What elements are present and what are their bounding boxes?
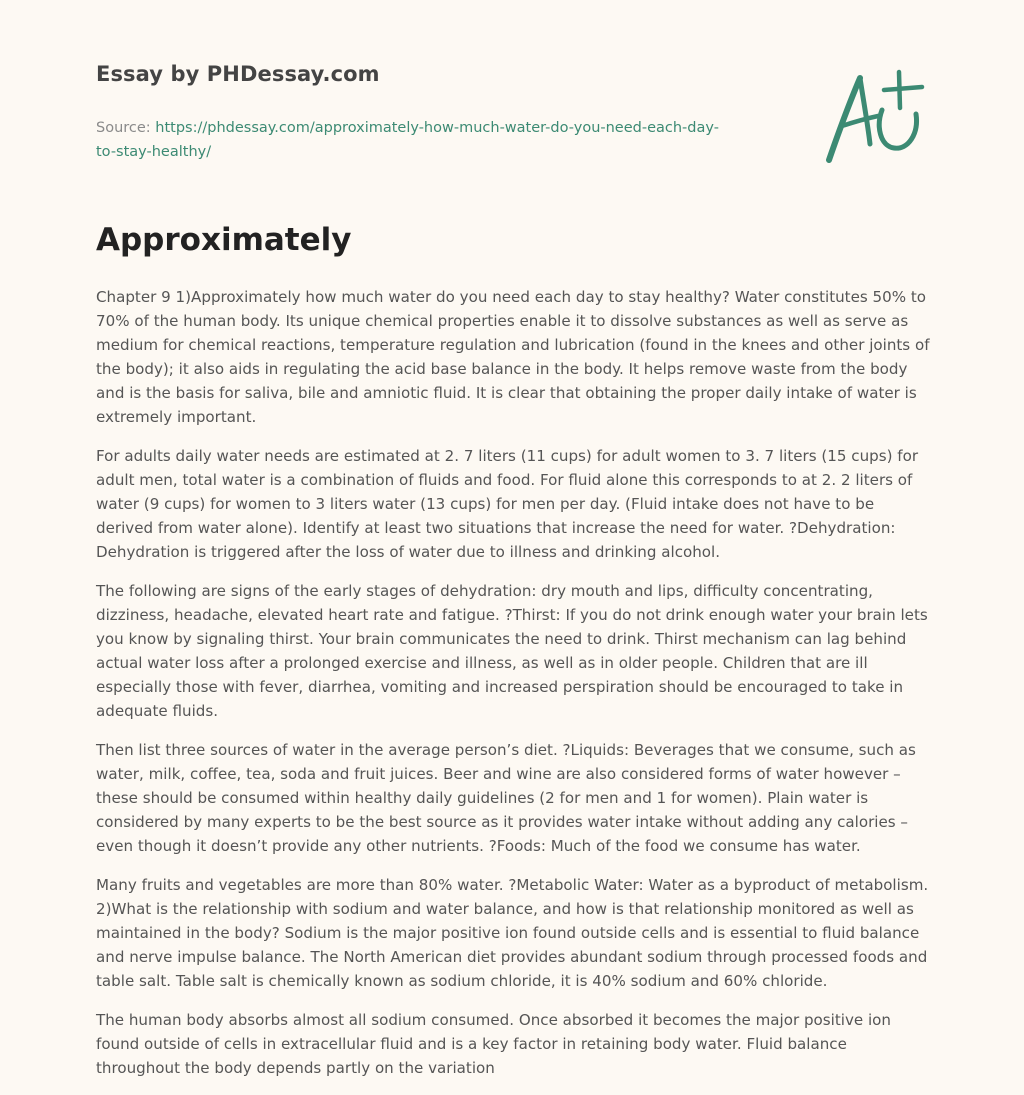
source-url-line2: to-stay-healthy/ <box>96 144 212 160</box>
source-line <box>96 116 776 164</box>
source-label: Source: <box>96 120 156 136</box>
essay-body <box>96 285 934 1095</box>
paragraph: Many fruits and vegetables are more than 80% water. ?Metabolic Water: Water as a byproduct of metabolism. 2)What is the relationship with sodium and water balance, and how is that relationship monitored as well as maintained in the body? Sodium is the major positive ion found outside cells and is essential to fluid balance and nerve impulse balance. The North American diet provides abundant sodium through processed foods and table salt. Table salt is chemically known as sodium chloride, it is 40% sodium and 60% chloride. <box>96 876 929 990</box>
paragraph: Chapter 9 1)Approximately how much water do you need each day to stay healthy? Water constitutes 50% to 70% of the human body. Its unique chemical properties enable it to dissolve substances as well as serve as medium for chemical reactions, temperature regulation and lubrication (found in the knees and other joints of the body); it also aids in regulating the acid base balance in the body. It helps remove waste from the body and is the basis for saliva, bile and amniotic fluid. It is clear that obtaining the proper daily intake of water is extremely important. <box>96 288 930 426</box>
paragraph: The following are signs of the early stages of dehydration: dry mouth and lips, difficulty concentrating, dizziness, headache, elevated heart rate and fatigue. ?Thirst: If you do not drink enough water your brain lets you know by signaling thirst. Your brain communicates the need to drink. Thirst mechanism can lag behind actual water loss after a prolonged exercise and illness, as well as in older people. Children that are ill especially those with fever, diarrhea, vomiting and increased perspiration should be encouraged to take in adequate fluids. <box>96 582 928 720</box>
paragraph: Then list three sources of water in the average person’s diet. ?Liquids: Beverages that we consume, such as water, milk, coffee, tea, soda and fruit juices. Beer and wine are also considered forms of water however – these should be consumed within healthy daily guidelines (2 for men and 1 for women). Plain water is considered by many experts to be the best source as it provides water intake without adding any calories – even though it doesn’t provide any other nutrients. ?Foods: Much of the food we consume has water. <box>96 741 916 855</box>
paragraph: The human body absorbs almost all sodium consumed. Once absorbed it becomes the major positive ion found outside of cells in extracellular fluid and is a key factor in retaining body water. Fluid balance throughout the body depends partly on the variation <box>96 1011 891 1077</box>
site-brand: Essay by PHDessay.com <box>96 62 380 86</box>
essay-title: Approximately <box>96 222 352 258</box>
source-url-line1: https://phdessay.com/approximately-how-much-water-do-you-need-each-day- <box>155 120 719 136</box>
page-header <box>96 62 776 164</box>
source-link[interactable] <box>96 120 719 160</box>
paragraph: For adults daily water needs are estimated at 2. 7 liters (11 cups) for adult women to 3. 7 liters (15 cups) for adult men, total water is a combination of fluids and food. For fluid alone this corresponds to at 2. 2 liters of water (9 cups) for women to 3 liters water (13 cups) for men per day. (Fluid intake does not have to be derived from water alone). Identify at least two situations that increase the need for water. ?Dehydration: Dehydration is triggered after the loss of water due to illness and drinking alcohol. <box>96 447 919 561</box>
a-plus-grade-icon <box>820 64 932 168</box>
